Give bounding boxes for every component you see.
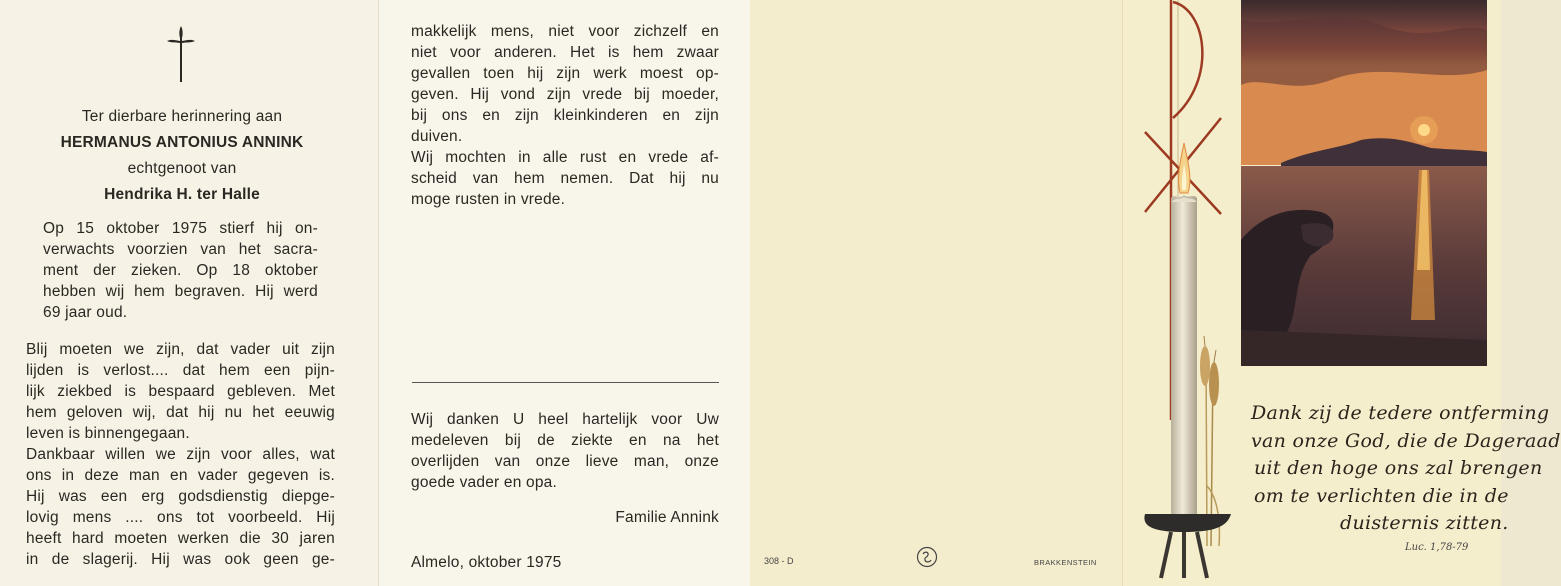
verse-reference: Luc. 1,78-79	[1405, 542, 1469, 553]
text-line: geven. Hij vond zijn vrede bij moeder,	[411, 86, 719, 103]
text-line: Blij moeten we zijn, dat vader uit zijn	[26, 341, 335, 358]
deceased-name: HERMANUS ANTONIUS ANNINK	[60, 134, 304, 151]
text-line: bij ons en zijn kleinkinderen en zijn	[411, 107, 719, 124]
relation-text: echtgenoot van	[127, 160, 237, 177]
cross-icon	[165, 24, 197, 84]
text-line: Wij danken U heel hartelijk voor Uw	[411, 411, 719, 428]
family-signature: Familie Annink	[615, 509, 719, 526]
panel-blank-back	[750, 0, 1122, 586]
text-line: goede vader en opa.	[411, 474, 558, 491]
text-line: Dankbaar willen we zijn voor alles, wat	[26, 446, 335, 463]
verse-line: uit den hoge ons zal brengen	[1254, 457, 1543, 479]
verse-line: duisternis zitten.	[1340, 512, 1509, 534]
text-line: lijden is verlost.... dat hem een pijn-	[26, 362, 335, 379]
text-line: leven is binnengegaan.	[26, 425, 190, 442]
text-line: Wij mochten in alle rust en vrede af-	[411, 149, 719, 166]
divider-rule	[412, 382, 719, 383]
text-line: makkelijk mens, niet voor zichzelf en	[411, 23, 719, 40]
text-line: verwachts voorzien van het sacra-	[43, 241, 318, 258]
panel-left-text	[0, 0, 378, 586]
text-line: duiven.	[411, 128, 463, 145]
panel-front-cover	[1122, 0, 1561, 586]
verse-line: Dank zij de tedere ontferming	[1251, 402, 1550, 424]
text-line: ons in deze man en vader gegeven is.	[26, 467, 335, 484]
text-line: gevallen toen hij zijn werk moest op-	[411, 65, 719, 82]
text-line: hem geloven wij, dat hij nu het eeuwig	[26, 404, 335, 421]
text-line: heeft hard moeten werken die 30 jaren	[26, 530, 335, 547]
text-line: lijk ziekbed is bespaard gebleven. Met	[26, 383, 335, 400]
publisher-name: BRAKKENSTEIN	[1034, 558, 1097, 567]
text-line: lovig mens .... ons tot voorbeeld. Hij	[26, 509, 335, 526]
text-line: niet voor anderen. Het is hem zwaar	[411, 44, 719, 61]
text-line: ment der zieken. Op 18 oktober	[43, 262, 318, 279]
candle-icon	[1141, 138, 1237, 583]
text-line: medeleven bij de ziekte en na het	[411, 432, 719, 449]
text-line: hebben wij hem begraven. Hij werd	[43, 283, 318, 300]
panel-middle-text	[378, 0, 751, 586]
text-line: in de slagerij. Hij was ook geen ge-	[26, 551, 335, 568]
publisher-logo-icon	[916, 546, 938, 568]
text-line: Hij was een erg godsdienstig diepge-	[26, 488, 335, 505]
intro-text: Ter dierbare herinnering aan	[81, 108, 283, 125]
text-line: Op 15 oktober 1975 stierf hij on-	[43, 220, 318, 237]
spouse-name: Hendrika H. ter Halle	[104, 186, 260, 203]
text-line: scheid van hem nemen. Dat hij nu	[411, 170, 719, 187]
verse-line: om te verlichten die in de	[1254, 485, 1509, 507]
text-line: overlijden van onze lieve man, onze	[411, 453, 719, 470]
text-line: moge rusten in vrede.	[411, 191, 566, 208]
sunset-photo	[1241, 0, 1487, 366]
text-line: 69 jaar oud.	[43, 304, 128, 321]
card-code: 308 - D	[764, 556, 794, 566]
place-date: Almelo, oktober 1975	[411, 554, 562, 571]
verse-line: van onze God, die de Dageraad	[1251, 430, 1561, 452]
